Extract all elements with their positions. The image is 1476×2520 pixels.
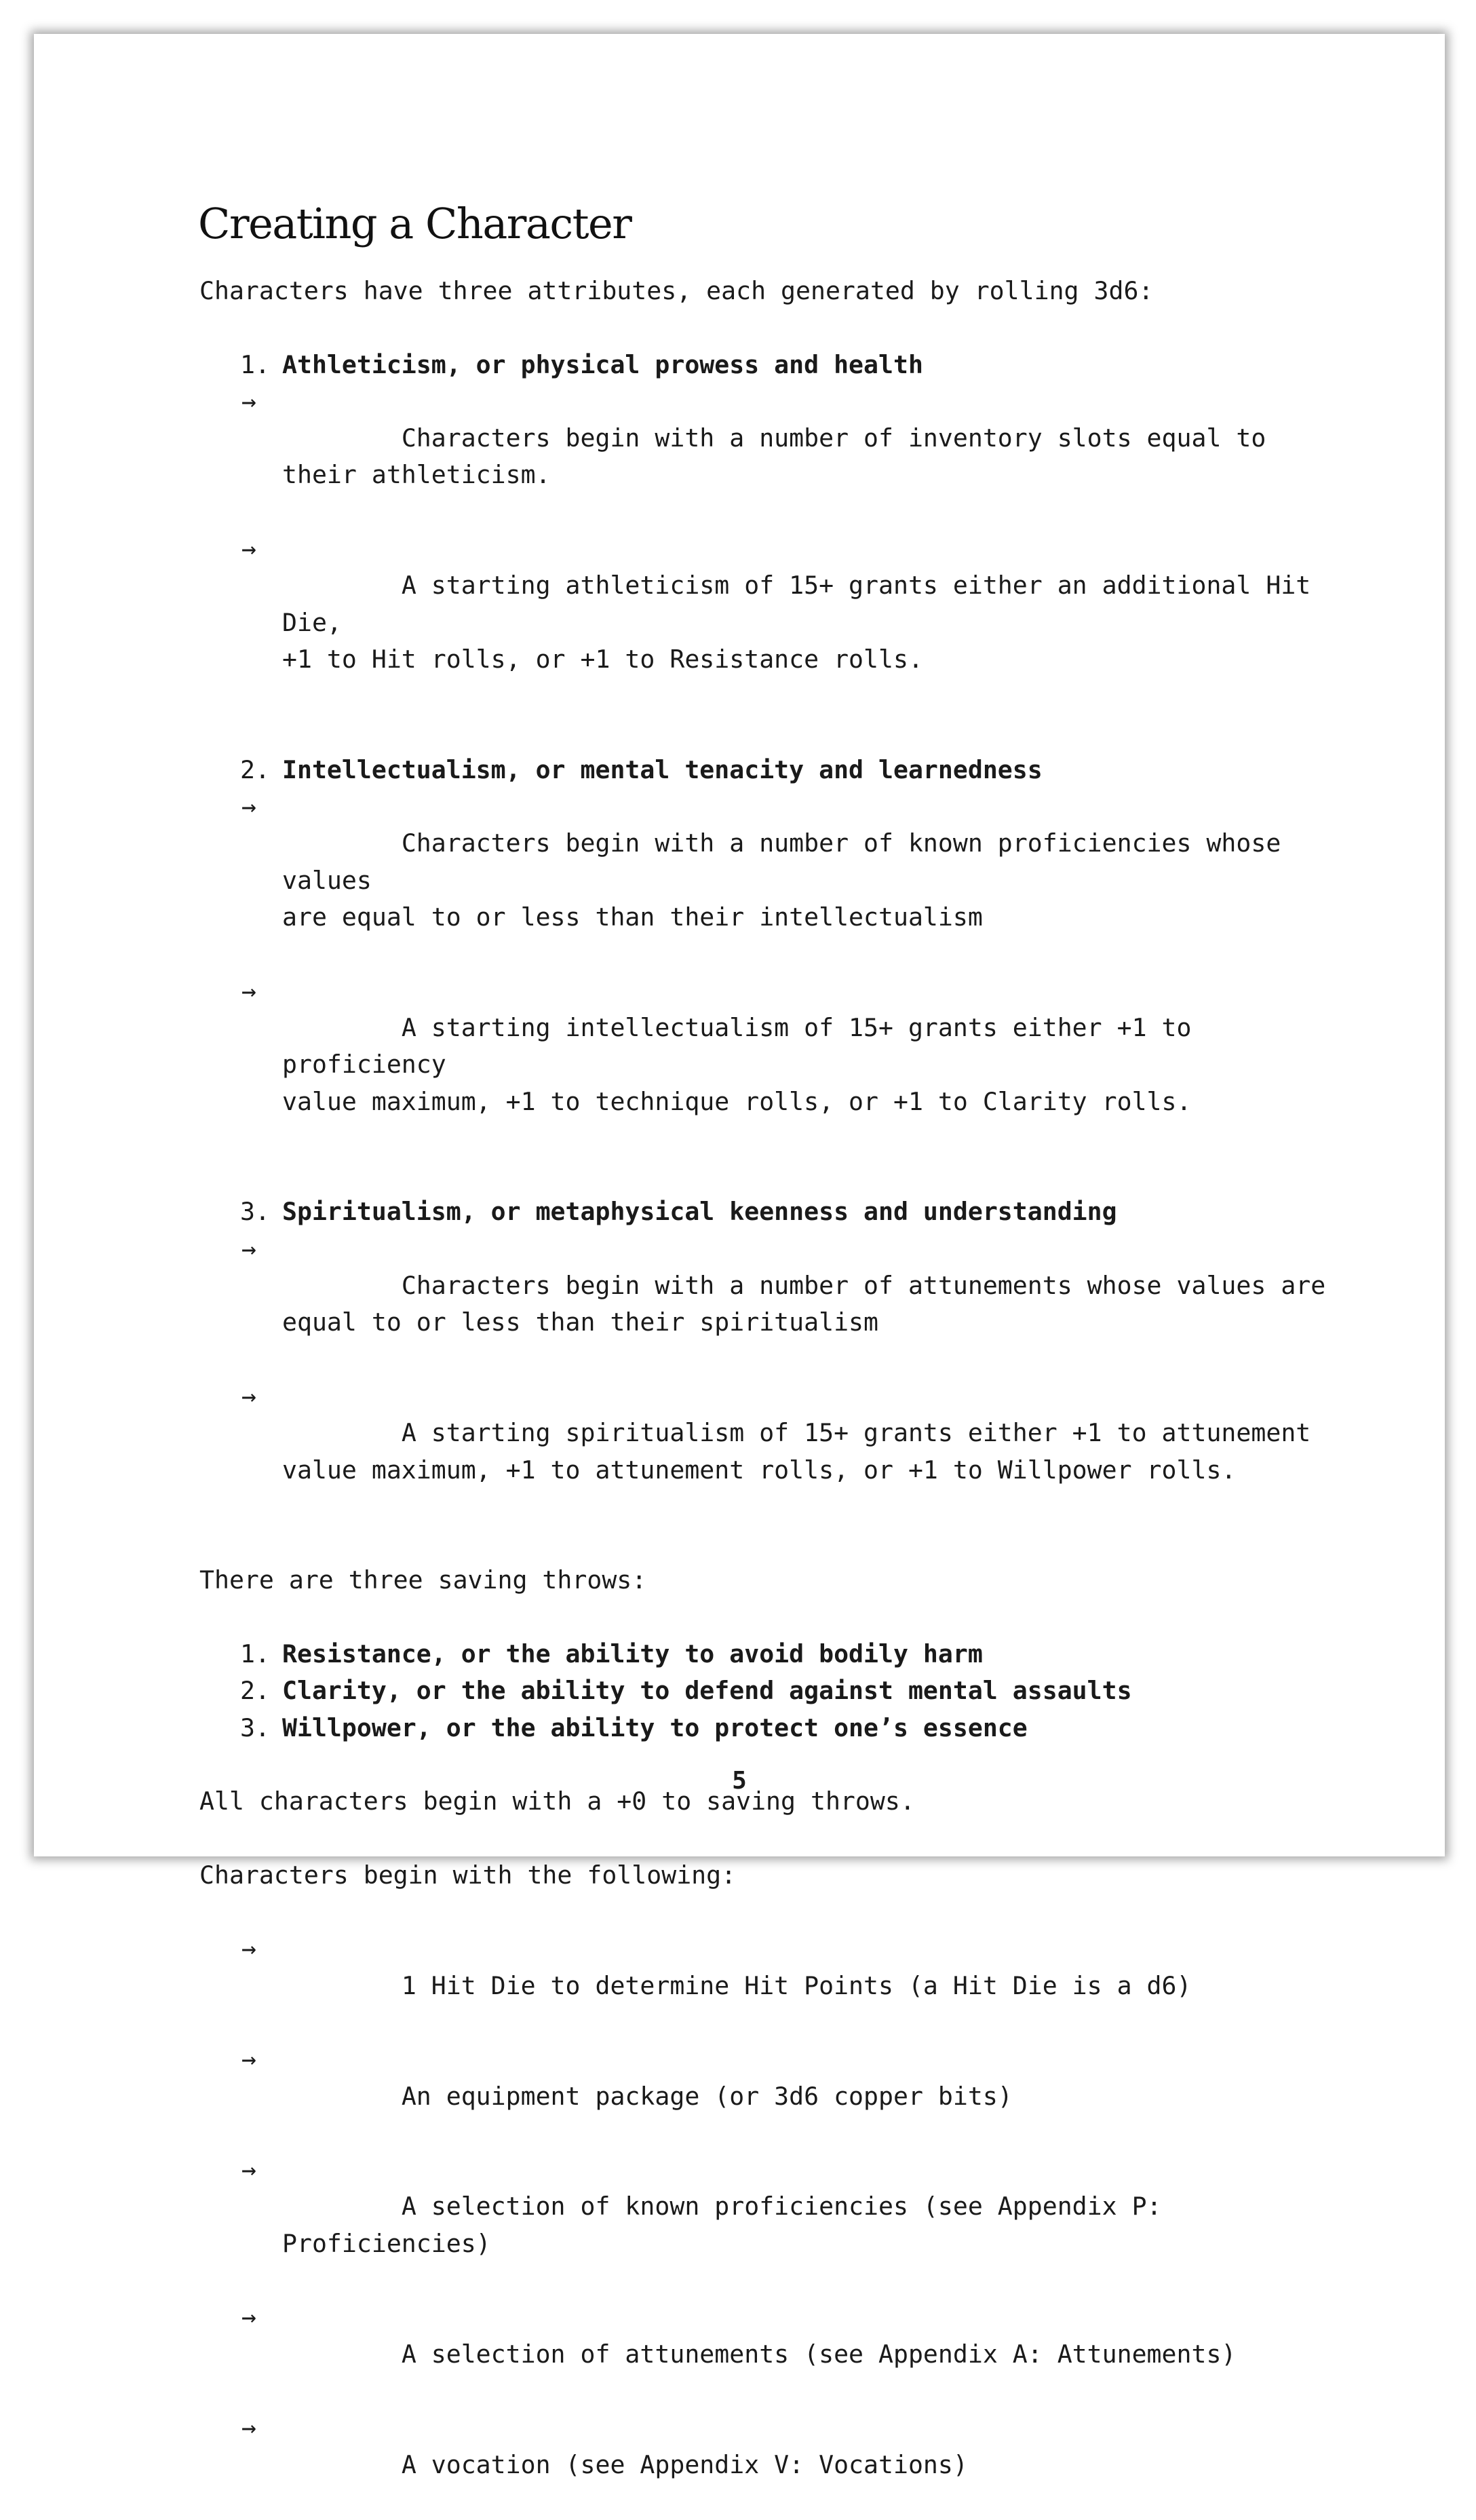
arrow-icon: → — [241, 2413, 256, 2443]
attribute-heading: Intellectualism, or mental tenacity and learnedness — [282, 755, 1043, 784]
attribute-heading: Spiritualism, or metaphysical keenness and understanding — [282, 1197, 1117, 1227]
list-number: 2. — [240, 1676, 270, 1706]
document-page — [34, 34, 1445, 2479]
list-item: → A vocation (see Appendix V: Vocations) — [199, 2409, 1353, 2520]
list-item: 1. Resistance, or the ability to avoid bodily harm — [199, 1636, 1353, 1673]
page-title: Creating a Character — [198, 199, 632, 248]
saving-throws-note: All characters begin with a +0 to saving throws. — [199, 1787, 915, 1816]
arrow-icon: → — [241, 1934, 256, 1964]
list-item: 2. Clarity, or the ability to defend against mental assaults — [199, 1673, 1353, 1709]
starting-items-list — [199, 1930, 1353, 2520]
arrow-icon: → — [241, 976, 256, 1006]
arrow-icon: → — [241, 2044, 256, 2074]
list-item: → A starting spiritualism of 15+ grants either +1 to attunement value maximum, +1 to attunement rolls, or +1 to Willpower rolls. — [199, 1378, 1353, 1525]
saving-throws-intro: There are three saving throws: — [199, 1565, 647, 1595]
list-number: 1. — [240, 349, 270, 379]
list-item: → 1 Hit Die to determine Hit Points (a Hit Die is a d6) — [199, 1930, 1353, 2041]
arrow-icon: → — [241, 386, 256, 416]
arrow-icon: → — [241, 2302, 256, 2332]
arrow-icon: → — [241, 1381, 256, 1411]
arrow-icon: → — [241, 792, 256, 822]
page-number: 5 — [732, 1767, 747, 1795]
list-number: 3. — [240, 1197, 270, 1227]
list-number: 2. — [240, 755, 270, 784]
list-item: → A starting athleticism of 15+ grants either an additional Hit Die, +1 to Hit rolls, or +1 to Resistance rolls. — [199, 531, 1353, 714]
list-item: → Characters begin with a number of attunements whose values are equal to or less than their spiritualism — [199, 1231, 1353, 1378]
list-item: → Characters begin with a number of inventory slots equal to their athleticism. — [199, 383, 1353, 531]
attribute-spiritualism — [199, 1194, 1353, 1525]
list-item: 3. Willpower, or the ability to protect one’s essence — [199, 1710, 1353, 1746]
starting-items-intro: Characters begin with the following: — [199, 1860, 737, 1890]
arrow-icon: → — [241, 534, 256, 564]
attribute-heading: Athleticism, or physical prowess and health — [282, 349, 923, 379]
attribute-intellectualism — [199, 752, 1353, 1157]
saving-throws-list — [199, 1636, 1353, 1746]
list-item: → A selection of known proficiencies (see Appendix P: Proficiencies) — [199, 2152, 1353, 2299]
list-item: → An equipment package (or 3d6 copper bits) — [199, 2041, 1353, 2152]
list-number: 1. — [240, 1639, 270, 1668]
list-item: → A starting intellectualism of 15+ grants either +1 to proficiency value maximum, +1 to technique rolls, or +1 to Clarity rolls. — [199, 973, 1353, 1157]
list-number: 3. — [240, 1713, 270, 1742]
list-item: → Characters begin with a number of known proficiencies whose values are equal to or less than their intellectualism — [199, 788, 1353, 972]
attributes-intro: Characters have three attributes, each generated by rolling 3d6: — [199, 276, 1154, 305]
list-item: → A selection of attunements (see Appendix A: Attunements) — [199, 2299, 1353, 2409]
page-content — [199, 197, 1353, 2520]
arrow-icon: → — [241, 1234, 256, 1263]
arrow-icon: → — [241, 2155, 256, 2185]
attribute-athleticism — [199, 347, 1353, 715]
